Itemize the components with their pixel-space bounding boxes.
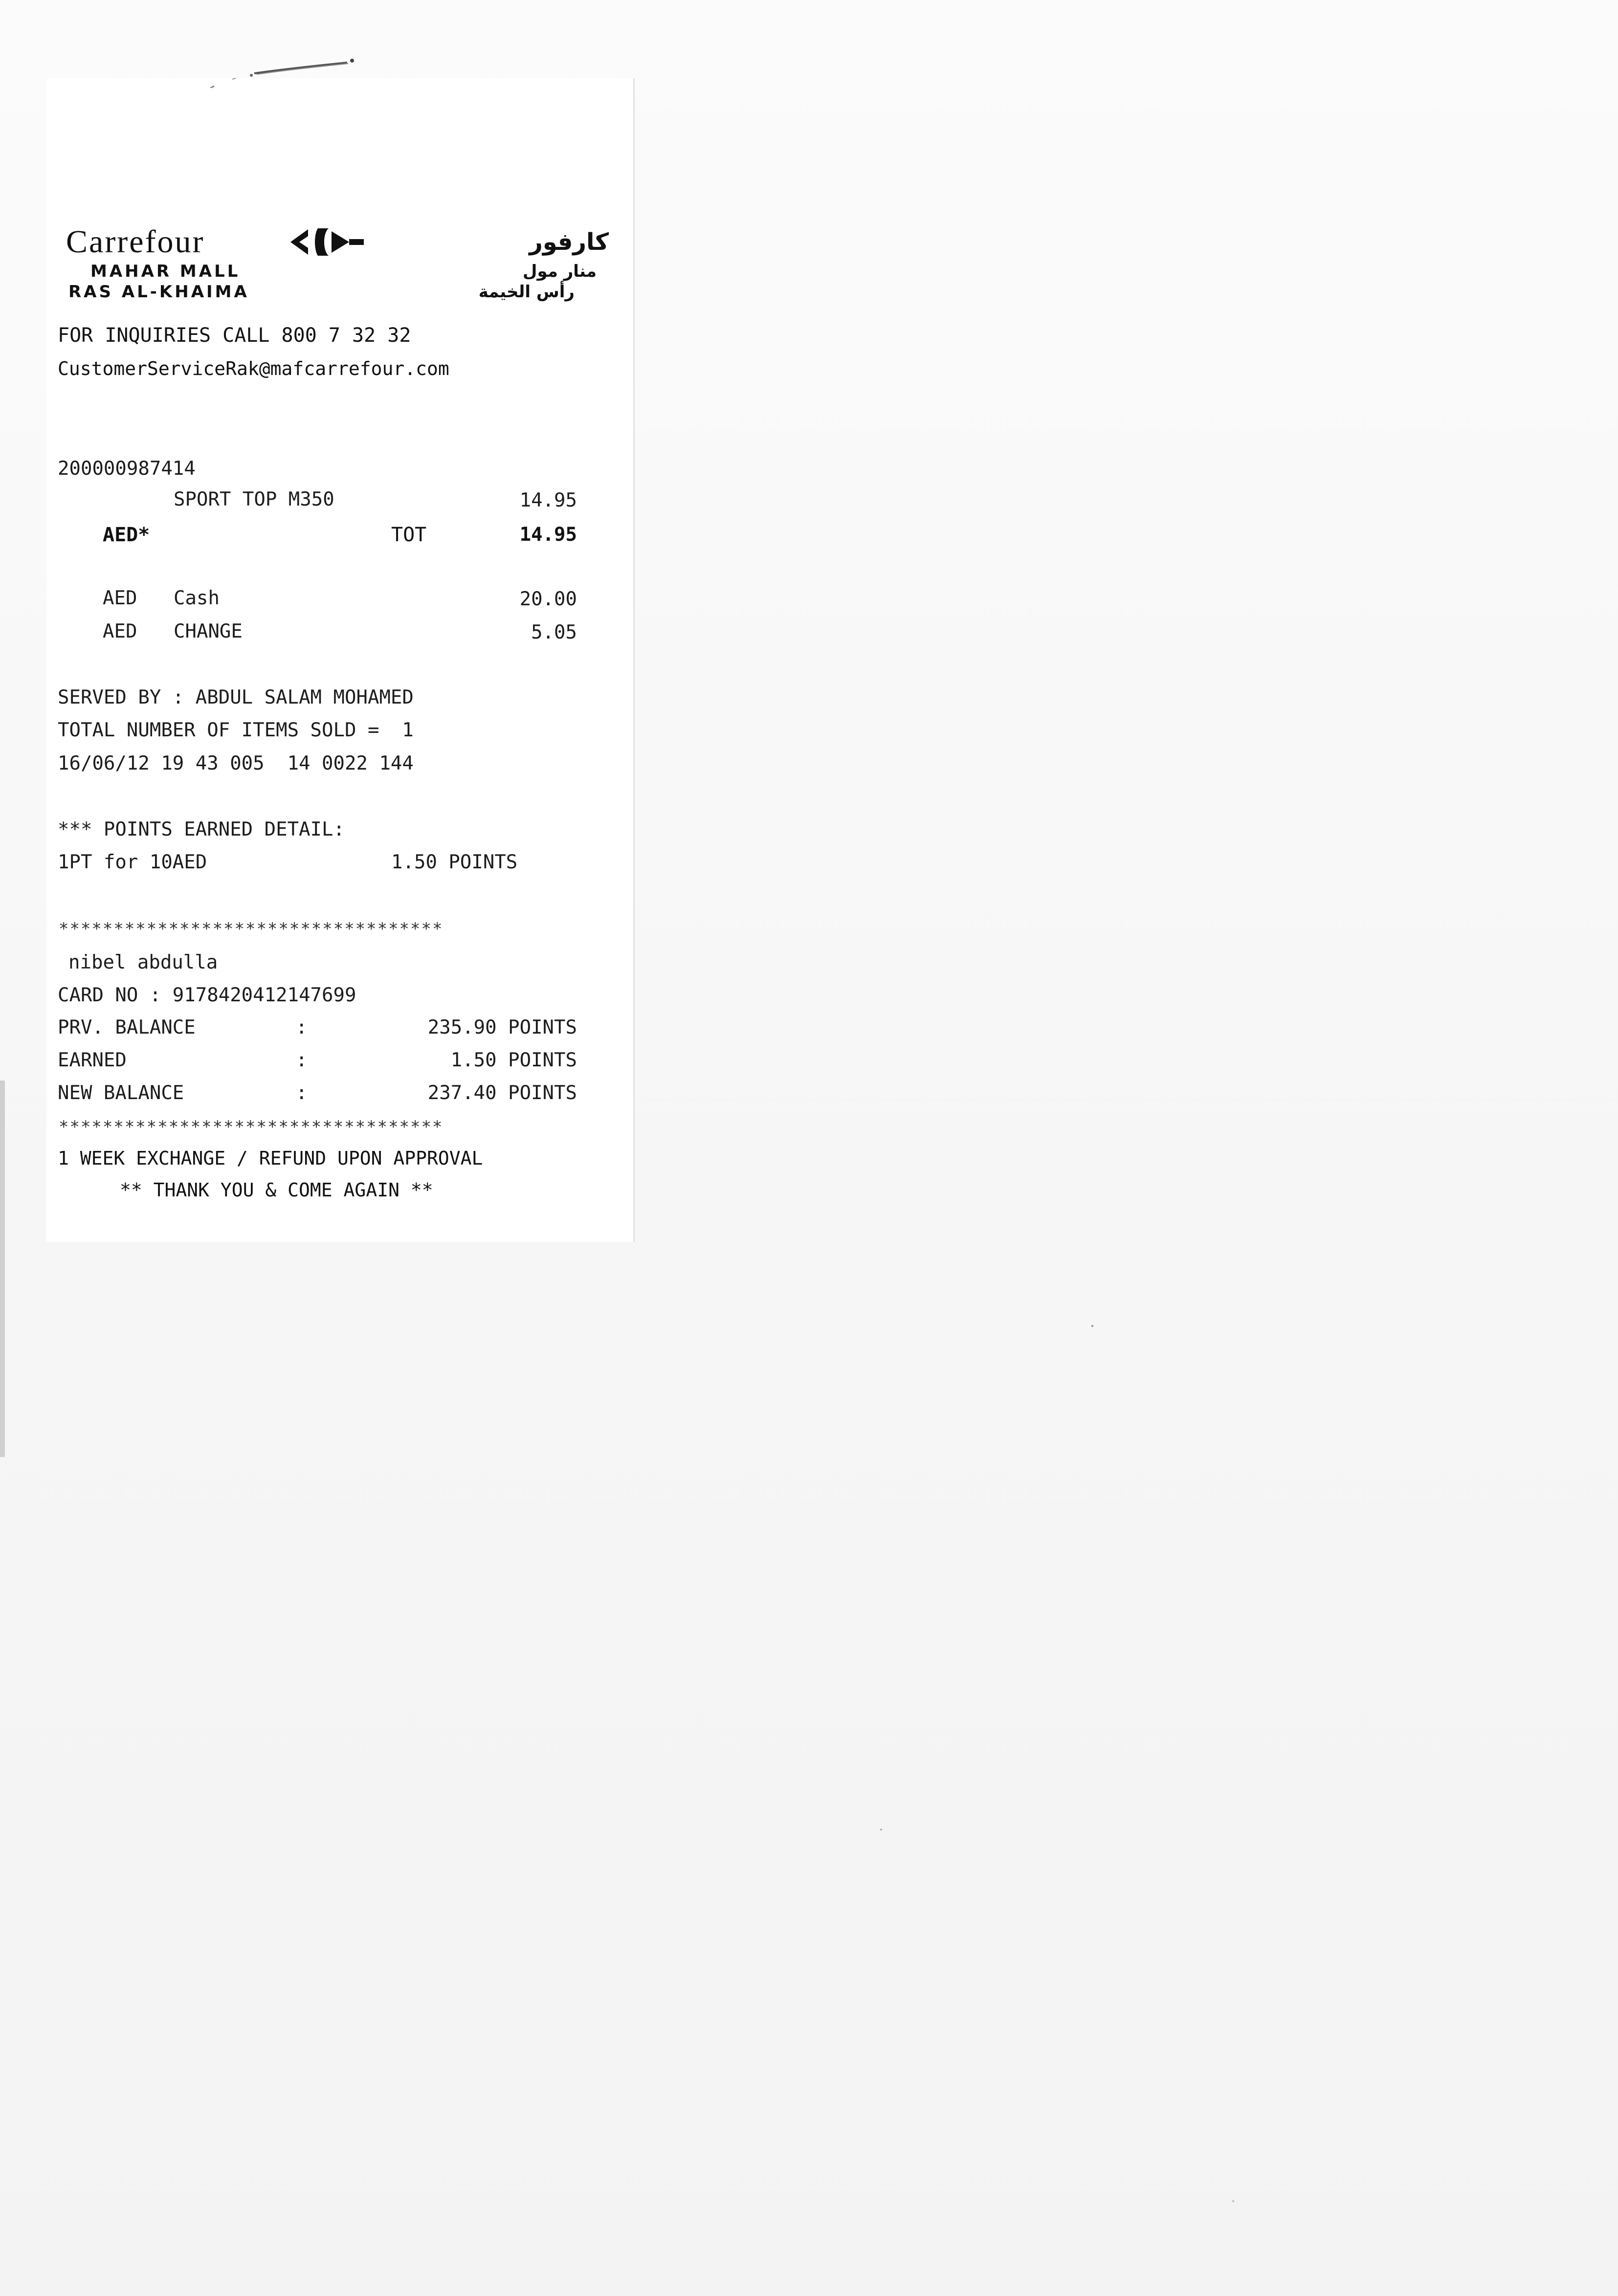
store-mall-name: MAHAR MALL <box>90 262 241 281</box>
earned-value: 1.50 POINTS <box>450 1049 577 1071</box>
store-mall-name-arabic: منار مول <box>523 262 597 281</box>
timestamp-line: 16/06/12 19 43 005 14 0022 144 <box>58 752 414 774</box>
receipt-edge <box>633 78 635 1242</box>
customer-name: nibel abdulla <box>68 951 218 973</box>
points-rate-label: 1PT for 10AED <box>58 851 207 873</box>
new-balance-value: 237.40 POINTS <box>427 1082 577 1104</box>
cash-value: 20.00 <box>519 588 577 610</box>
store-location-line-2 <box>68 281 587 303</box>
points-rate-value: 1.50 POINTS <box>391 851 518 873</box>
store-logo-row <box>66 222 609 262</box>
customer-service-email: CustomerServiceRak@mafcarrefour.com <box>58 358 449 379</box>
store-city-name: RAS AL-KHAIMA <box>68 282 249 302</box>
change-label: CHANGE <box>174 620 243 642</box>
card-number-line: CARD NO : 9178420412147699 <box>58 984 356 1006</box>
served-by-line: SERVED BY : ABDUL SALAM MOHAMED <box>58 686 414 708</box>
item-barcode: 200000987414 <box>58 458 196 480</box>
change-currency: AED <box>103 620 137 642</box>
items-sold-line: TOTAL NUMBER OF ITEMS SOLD = 1 <box>58 719 414 741</box>
points-header: *** POINTS EARNED DETAIL: <box>58 818 345 840</box>
item-name: SPORT TOP M350 <box>174 488 334 510</box>
scan-speck <box>1091 1325 1093 1327</box>
cash-label: Cash <box>174 587 220 609</box>
scan-speck <box>1232 2200 1234 2202</box>
prev-balance-label: PRV. BALANCE <box>58 1016 196 1038</box>
new-balance-label: NEW BALANCE <box>58 1082 184 1104</box>
payment-currency: AED <box>103 587 137 609</box>
store-logo-text: Carrefour <box>66 224 205 260</box>
store-logo-arabic: كارفور <box>529 228 609 256</box>
prev-balance-colon: : <box>296 1016 308 1038</box>
earned-colon: : <box>296 1049 308 1071</box>
pen-scribble <box>210 49 357 88</box>
change-value: 5.05 <box>531 621 577 643</box>
scan-speck <box>880 1829 882 1831</box>
scan-edge-shadow <box>0 1081 5 1457</box>
new-balance-colon: : <box>296 1082 308 1104</box>
thank-you-line: ** THANK YOU & COME AGAIN ** <box>120 1179 433 1201</box>
currency-marker: AED* <box>103 524 150 546</box>
total-label: TOT <box>391 524 427 546</box>
earned-label: EARNED <box>58 1049 127 1071</box>
inquiries-line: FOR INQUIRIES CALL 800 7 32 32 <box>58 324 411 347</box>
divider-stars-bottom: *********************************** <box>59 1117 443 1137</box>
item-price: 14.95 <box>519 489 577 511</box>
total-value: 14.95 <box>519 524 577 546</box>
policy-line: 1 WEEK EXCHANGE / REFUND UPON APPROVAL <box>58 1148 483 1169</box>
carrefour-logo-icon <box>288 224 367 260</box>
store-location-line-1 <box>90 261 609 282</box>
prev-balance-value: 235.90 POINTS <box>427 1016 577 1038</box>
store-city-name-arabic: رأس الخيمة <box>478 282 575 302</box>
divider-stars-top: *********************************** <box>59 919 443 939</box>
